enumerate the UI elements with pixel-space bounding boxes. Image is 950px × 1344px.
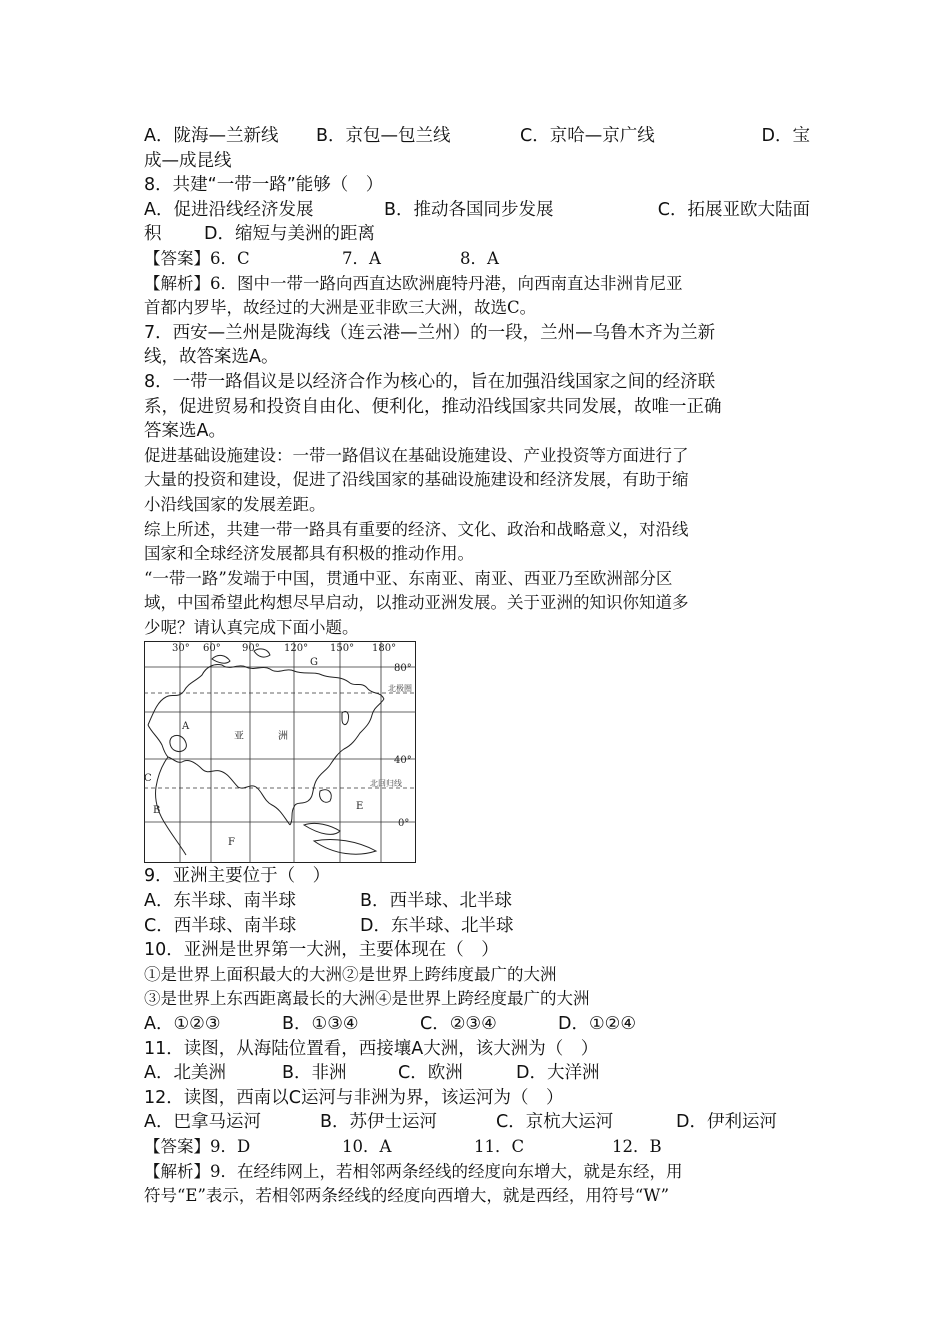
option-b: B．①③④ (282, 1014, 359, 1035)
lon-label: 60° (203, 643, 221, 655)
option-c-part1: C．拓展亚欧大陆面 (657, 199, 810, 220)
analysis-line: 大量的投资和建设，促进了沿线国家的基础设施建设和经济发展，有助于缩 (144, 470, 689, 490)
analysis-line: 7．西安—兰州是陇海线（连云港—兰州）的一段，兰州—乌鲁木齐为兰新 (144, 322, 716, 343)
option-d: D．伊利运河 (676, 1112, 777, 1133)
lon-label: 90° (242, 643, 260, 655)
option-b: B．推动各国同步发展 (384, 199, 554, 220)
analysis-line: 综上所述，共建一带一路具有重要的经济、文化、政治和战略意义，对沿线 (144, 519, 689, 539)
q8-options-line2 (144, 222, 812, 247)
q11-stem: 11．读图，从海陆位置看，西接壤A大洲，该大洲为（ ） (144, 1038, 599, 1059)
q9-options-line2 (144, 914, 812, 939)
answer-line-1 (144, 247, 812, 272)
lat-label: 40° (394, 755, 412, 767)
analysis-line: 小沿线国家的发展差距。 (144, 494, 326, 514)
analysis-line: 【解析】6．图中一带一路向西直达欧洲鹿特丹港，向西南直达非洲肯尼亚 (144, 273, 683, 293)
q9-options-line1 (144, 889, 812, 914)
option-d: D．大洋洲 (516, 1063, 600, 1084)
map-letter-b: B (153, 805, 161, 817)
lat-label: 80° (394, 663, 412, 675)
q12-stem: 12．读图，西南以C运河与非洲为界，该运河为（ ） (144, 1087, 564, 1108)
answer-line-2 (144, 1135, 812, 1160)
option-c-part2: 积 (144, 224, 162, 245)
lon-label: 30° (172, 643, 190, 655)
map-label-asia-1: 亚 (234, 731, 244, 743)
option-d-part2: 成—成昆线 (144, 150, 232, 171)
option-a: A．陇海—兰新线 (144, 126, 279, 146)
option-b: B．京包—包兰线 (316, 126, 451, 146)
option-a: A．东半球、南半球 (144, 891, 296, 912)
document-page (144, 124, 812, 1209)
option-c: C．京杭大运河 (496, 1112, 614, 1133)
option-b: B．西半球、北半球 (360, 891, 513, 912)
option-d: D．东半球、北半球 (360, 915, 514, 936)
option-c: C．西半球、南半球 (144, 915, 297, 936)
lat-label: 0° (398, 818, 410, 830)
option-a: A．促进沿线经济发展 (144, 199, 314, 220)
analysis-line: 系，促进贸易和投资自由化、便利化，推动沿线国家共同发展，故唯一正确 (144, 396, 722, 417)
tropic-label: 北回归线 (370, 779, 402, 789)
asia-map (144, 641, 416, 863)
option-c: C．京哈—京广线 (520, 126, 655, 146)
map-letter-f: F (228, 837, 235, 849)
map-letter-c: C (144, 773, 152, 785)
q12-options-line (144, 1110, 812, 1135)
map-label-asia-2: 洲 (278, 731, 288, 743)
intro-line: 少呢？请认真完成下面小题。 (144, 617, 359, 637)
lon-label: 180° (372, 643, 397, 655)
map-letter-e: E (356, 801, 364, 813)
q8-options-line1 (144, 198, 812, 223)
answer-label: 【答案】6．C (144, 248, 250, 268)
q10-statement: ①是世界上面积最大的大洲②是世界上跨纬度最广的大洲 (144, 964, 557, 984)
option-d: D．缩短与美洲的距离 (204, 224, 375, 245)
answer-7: 7．A (342, 248, 381, 268)
map-letter-a: A (182, 721, 190, 733)
analysis-line: 符号“E”表示，若相邻两条经线的经度向西增大，就是西经，用符号“W” (144, 1186, 670, 1206)
answer-8: 8．A (460, 248, 499, 268)
q7-options-line (144, 124, 812, 149)
q11-options-line (144, 1061, 812, 1086)
map-letter-g: G (310, 657, 318, 669)
intro-line: 域，中国希望此构想尽早启动，以推动亚洲发展。关于亚洲的知识你知道多 (144, 593, 689, 613)
option-a: A．巴拿马运河 (144, 1112, 261, 1133)
analysis-line: 答案选A。 (144, 421, 226, 442)
analysis-line: 线，故答案选A。 (144, 347, 279, 368)
option-c: C．欧洲 (398, 1063, 463, 1084)
option-b: B．非洲 (282, 1063, 347, 1084)
answer-label: 【答案】9．D (144, 1137, 251, 1156)
analysis-line: 国家和全球经济发展都具有积极的推动作用。 (144, 544, 474, 564)
option-a: A．①②③ (144, 1014, 221, 1035)
option-d-part1: D．宝 (761, 126, 810, 146)
option-c: C．②③④ (420, 1014, 497, 1035)
analysis-line: 8．一带一路倡议是以经济合作为核心的，旨在加强沿线国家之间的经济联 (144, 371, 716, 392)
q9-stem: 9．亚洲主要位于（ ） (144, 866, 331, 887)
q10-options-line (144, 1012, 812, 1037)
lon-label: 120° (284, 643, 309, 655)
arctic-circle-label: 北极圈 (388, 684, 412, 694)
q10-statement: ③是世界上东西距离最长的大洲④是世界上跨经度最广的大洲 (144, 989, 590, 1009)
answer-11: 11．C (474, 1137, 525, 1156)
answer-10: 10．A (342, 1137, 392, 1156)
q8-stem: 8．共建“一带一路”能够（ ） (144, 175, 384, 196)
lon-label: 150° (330, 643, 355, 655)
option-b: B．苏伊士运河 (320, 1112, 438, 1133)
analysis-line: 促进基础设施建设：一带一路倡议在基础设施建设、产业投资等方面进行了 (144, 445, 689, 465)
q10-stem: 10．亚洲是世界第一大洲，主要体现在（ ） (144, 940, 499, 961)
analysis-line: 首都内罗毕，故经过的大洲是亚非欧三大洲，故选C。 (144, 298, 537, 318)
intro-line: “一带一路”发端于中国，贯通中亚、东南亚、南亚、西亚乃至欧洲部分区 (144, 568, 673, 588)
option-a: A．北美洲 (144, 1063, 226, 1084)
option-d: D．①②④ (558, 1014, 637, 1035)
answer-12: 12．B (612, 1137, 662, 1156)
analysis-line: 【解析】9．在经纬网上，若相邻两条经线的经度向东增大，就是东经，用 (144, 1161, 683, 1181)
